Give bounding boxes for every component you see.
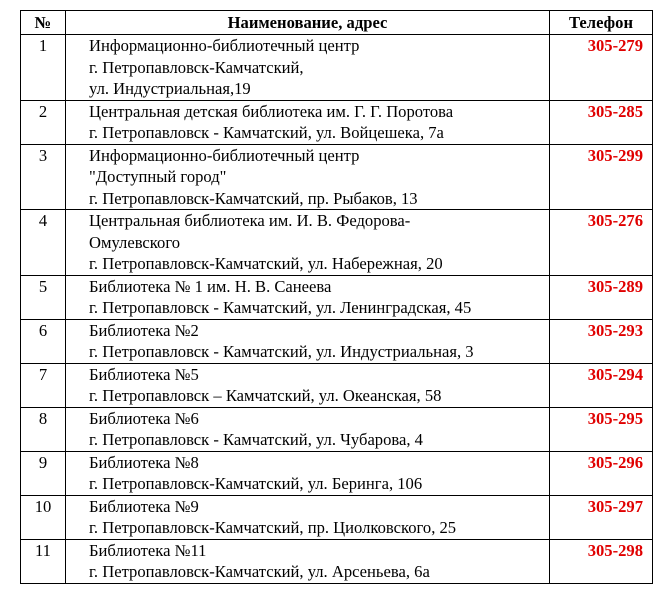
table-row bbox=[21, 210, 653, 276]
library-address-line: г. Петропавловск - Камчатский, ул. Войцешека, 7а bbox=[89, 123, 444, 142]
library-name-address bbox=[66, 319, 550, 363]
library-address-line: ул. Индустриальная,19 bbox=[89, 79, 251, 98]
table-row bbox=[21, 451, 653, 495]
phone-number: 305-279 bbox=[550, 35, 653, 101]
phone-number: 305-298 bbox=[550, 539, 653, 583]
library-name-address bbox=[66, 363, 550, 407]
library-name: Библиотека № 1 им. Н. В. Санеева bbox=[89, 276, 332, 296]
library-name-address bbox=[66, 210, 550, 276]
library-name: Центральная библиотека им. И. В. Федорова- bbox=[89, 211, 411, 230]
header-num: № bbox=[21, 11, 66, 35]
library-address-line: "Доступный город" bbox=[89, 167, 227, 186]
library-name-address bbox=[66, 144, 550, 210]
library-name: Библиотека №2 bbox=[89, 320, 199, 340]
library-address-line: г. Петропавловск - Камчатский, ул. Индустриальная, 3 bbox=[89, 342, 474, 361]
row-number: 5 bbox=[21, 275, 66, 319]
row-number: 6 bbox=[21, 319, 66, 363]
phone-number: 305-289 bbox=[550, 275, 653, 319]
phone-number: 305-293 bbox=[550, 319, 653, 363]
library-address-line: г. Петропавловск-Камчатский, ул. Арсеньева, 6а bbox=[89, 562, 430, 581]
row-number: 10 bbox=[21, 495, 66, 539]
table-row bbox=[21, 319, 653, 363]
table-row bbox=[21, 100, 653, 144]
library-name: Центральная детская библиотека им. Г. Г. Поротова bbox=[89, 101, 454, 121]
library-name: Информационно-библиотечный центр bbox=[89, 145, 360, 165]
table-row bbox=[21, 539, 653, 583]
row-number: 2 bbox=[21, 100, 66, 144]
library-address-line: г. Петропавловск – Камчатский, ул. Океанская, 58 bbox=[89, 386, 442, 405]
table-body bbox=[21, 35, 653, 584]
table-row bbox=[21, 144, 653, 210]
library-address-line: г. Петропавловск-Камчатский, пр. Циолковского, 25 bbox=[89, 518, 457, 537]
library-name-address bbox=[66, 275, 550, 319]
library-address-line: г. Петропавловск-Камчатский, ул. Набережная, 20 bbox=[89, 254, 443, 273]
library-name-address bbox=[66, 539, 550, 583]
row-number: 4 bbox=[21, 210, 66, 276]
table-row bbox=[21, 495, 653, 539]
row-number: 1 bbox=[21, 35, 66, 101]
library-name-address bbox=[66, 495, 550, 539]
header-phone: Телефон bbox=[550, 11, 653, 35]
table-row bbox=[21, 35, 653, 101]
library-name: Библиотека №8 bbox=[89, 452, 199, 472]
phone-number: 305-296 bbox=[550, 451, 653, 495]
library-address-line: г. Петропавловск - Камчатский, ул. Ленинградская, 45 bbox=[89, 298, 472, 317]
library-name-address bbox=[66, 407, 550, 451]
library-name-address bbox=[66, 451, 550, 495]
library-name: Библиотека №5 bbox=[89, 364, 199, 384]
row-number: 3 bbox=[21, 144, 66, 210]
library-name: Информационно-библиотечный центр bbox=[89, 36, 360, 55]
row-number: 8 bbox=[21, 407, 66, 451]
table-row bbox=[21, 407, 653, 451]
library-address-line: Омулевского bbox=[89, 232, 181, 252]
phone-number: 305-297 bbox=[550, 495, 653, 539]
phone-number: 305-285 bbox=[550, 100, 653, 144]
phone-number: 305-276 bbox=[550, 210, 653, 276]
phone-number: 305-299 bbox=[550, 144, 653, 210]
table-row bbox=[21, 363, 653, 407]
libraries-table bbox=[20, 10, 653, 584]
library-address-line: г. Петропавловск - Камчатский, ул. Чубарова, 4 bbox=[89, 430, 423, 449]
library-name: Библиотека №6 bbox=[89, 408, 199, 428]
library-address-line: г. Петропавловск-Камчатский, bbox=[89, 57, 304, 77]
phone-number: 305-295 bbox=[550, 407, 653, 451]
library-name-address bbox=[66, 100, 550, 144]
row-number: 7 bbox=[21, 363, 66, 407]
phone-number: 305-294 bbox=[550, 363, 653, 407]
header-name: Наименование, адрес bbox=[66, 11, 550, 35]
row-number: 11 bbox=[21, 539, 66, 583]
header-row bbox=[21, 11, 653, 35]
library-name: Библиотека №11 bbox=[89, 540, 207, 560]
library-name-address bbox=[66, 35, 550, 101]
table-row bbox=[21, 275, 653, 319]
library-name: Библиотека №9 bbox=[89, 496, 199, 516]
library-address-line: г. Петропавловск-Камчатский, ул. Беринга, 106 bbox=[89, 474, 423, 493]
row-number: 9 bbox=[21, 451, 66, 495]
library-address-line: г. Петропавловск-Камчатский, пр. Рыбаков, 13 bbox=[89, 188, 418, 208]
